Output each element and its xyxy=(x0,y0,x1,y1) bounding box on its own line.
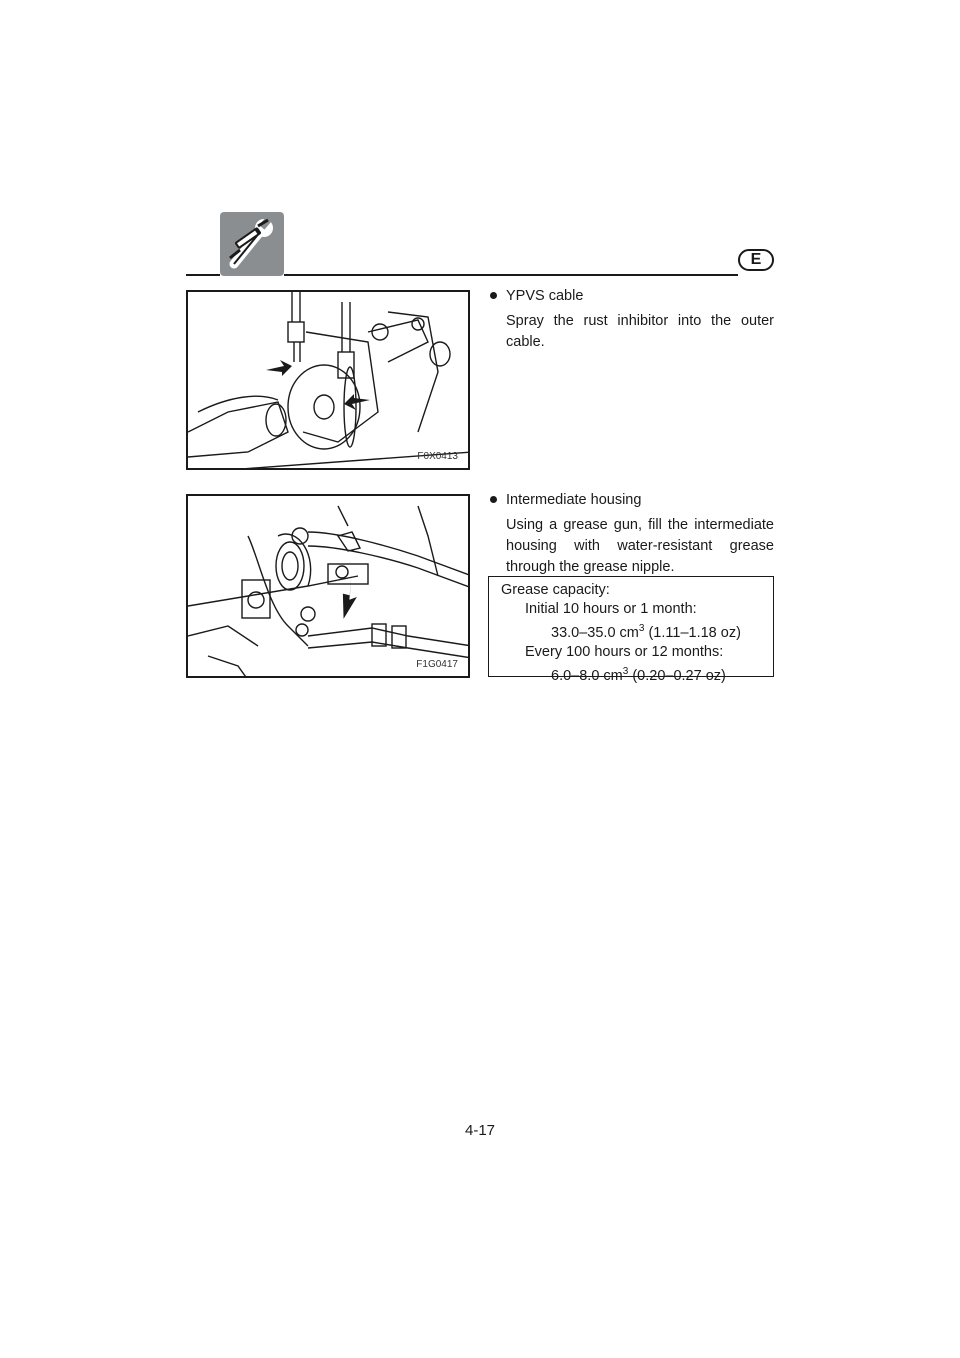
figure-intermediate-housing xyxy=(186,494,470,678)
bullet-icon xyxy=(490,292,497,299)
header-rule-right xyxy=(284,274,738,276)
tools-icon xyxy=(220,212,284,276)
spec-every-value: 6.0–8.0 $cm^3$ (0.20–0.27 oz) xyxy=(551,665,726,684)
page-number: 4-17 xyxy=(464,1122,496,1139)
header-rule-left xyxy=(186,274,220,276)
item-title: Intermediate housing xyxy=(506,492,642,508)
item-title: YPVS cable xyxy=(506,288,584,304)
item-text: Spray the rust inhibitor into the outer cable. xyxy=(506,313,774,350)
figure-code: F1G0417 xyxy=(416,659,458,670)
spec-heading: Grease capacity: xyxy=(501,582,610,598)
bullet-icon xyxy=(490,496,497,503)
language-badge: E xyxy=(738,249,774,271)
item-ypvs-cable xyxy=(490,286,774,353)
intermediate-housing-illustration xyxy=(188,496,470,678)
item-intermediate-housing xyxy=(490,490,774,578)
item-text: Using a grease gun, fill the intermediate housing with water-resistant grease through the grease nipple. xyxy=(506,517,774,575)
spec-initial-value: 33.0–35.0 $cm^3$ (1.11–1.18 oz) xyxy=(551,623,741,641)
ypvs-cable-illustration xyxy=(188,292,470,470)
figure-code: F0X0413 xyxy=(417,451,458,462)
figure-ypvs-cable xyxy=(186,290,470,470)
grease-capacity-box xyxy=(488,576,774,684)
spec-every-label: Every 100 hours or 12 months: xyxy=(525,643,724,660)
spec-initial-label: Initial 10 hours or 1 month: xyxy=(525,601,697,617)
